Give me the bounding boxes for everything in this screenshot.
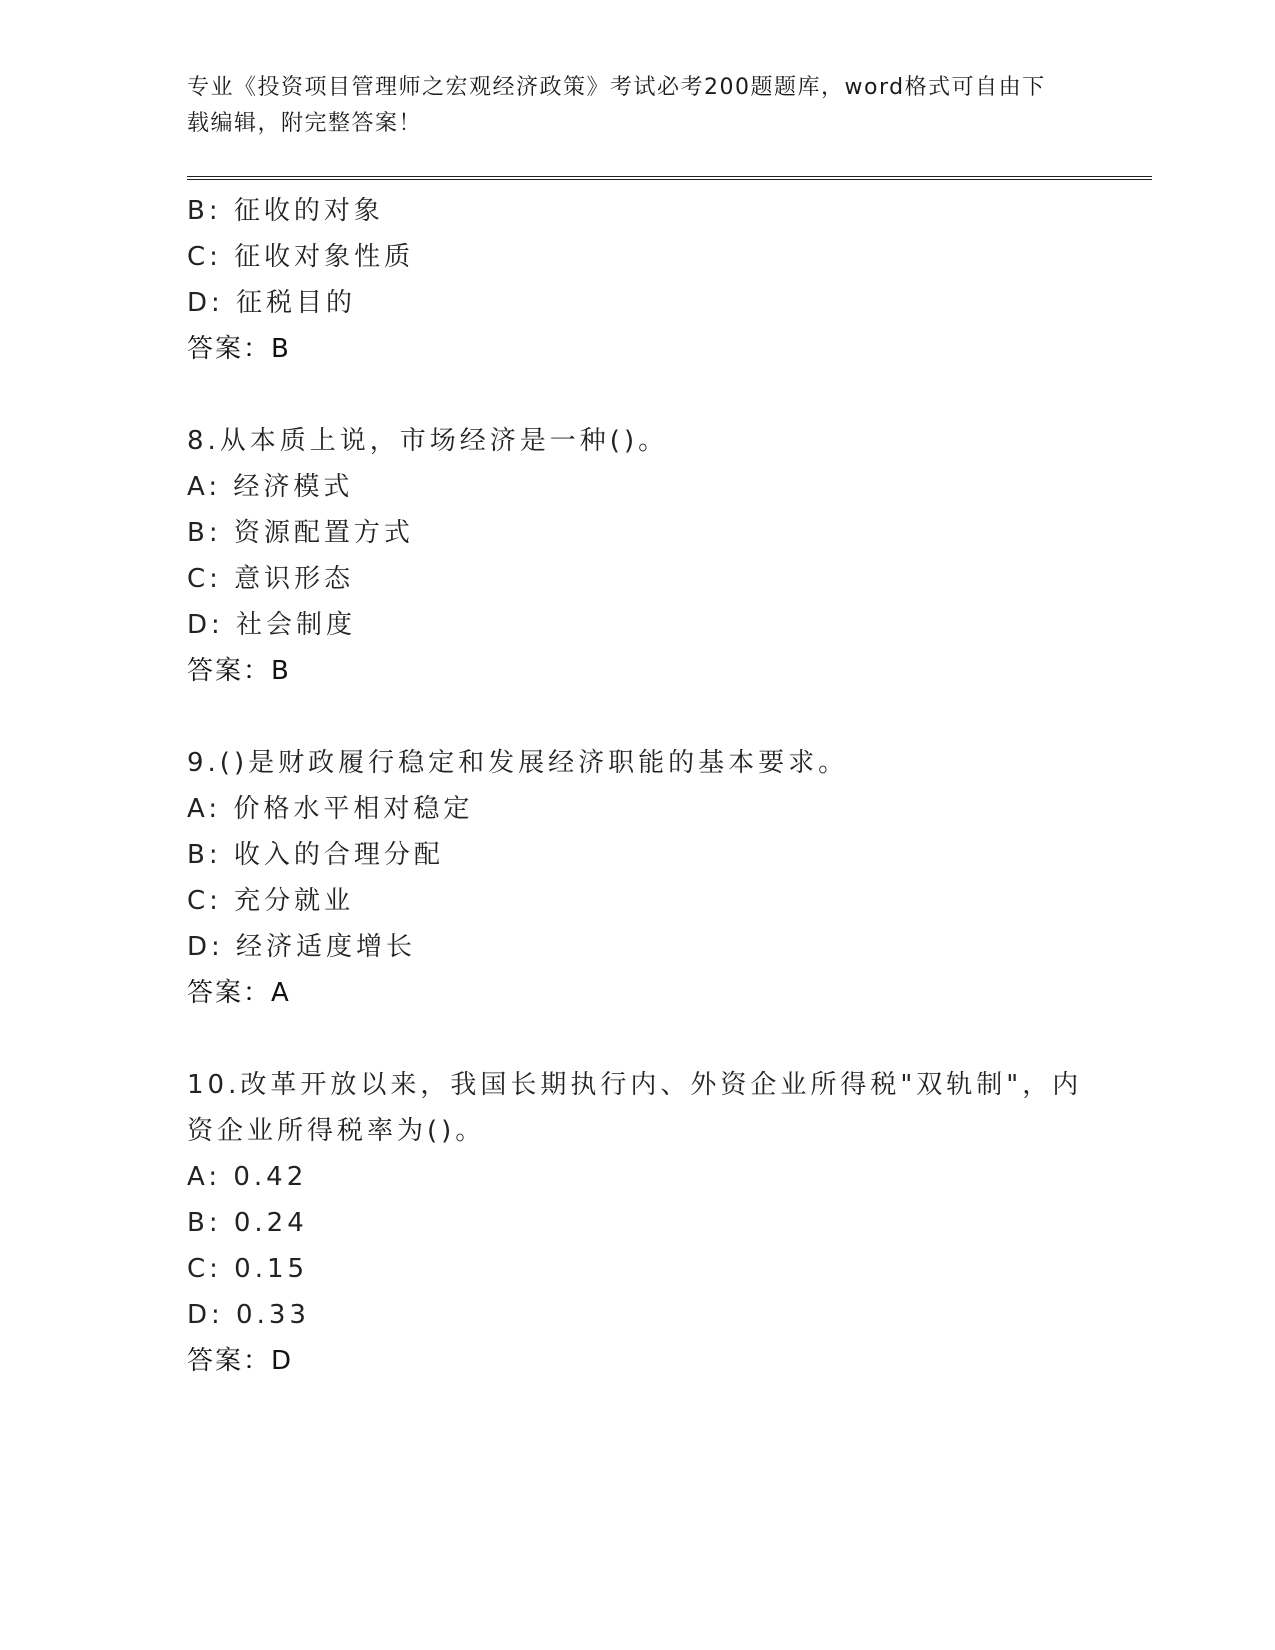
option-d: D: 0.33 — [187, 1300, 310, 1330]
option-c: C: 意识形态 — [187, 564, 355, 594]
spacer — [187, 694, 1087, 740]
option-d: D: 经济适度增长 — [187, 932, 417, 962]
question-stem: 10.改革开放以来，我国长期执行内、外资企业所得税"双轨制"，内资企业所得税率为()。 — [187, 1070, 1083, 1146]
question-10 — [187, 1062, 1087, 1384]
option-a: A: 经济模式 — [187, 472, 354, 502]
question-fragment — [187, 188, 1087, 372]
option-b: B: 收入的合理分配 — [187, 840, 444, 870]
question-9 — [187, 740, 1087, 1016]
option-c: C: 0.15 — [187, 1254, 309, 1284]
question-stem: 9.()是财政履行稳定和发展经济职能的基本要求。 — [187, 748, 849, 778]
answer-line: 答案：D — [187, 1346, 294, 1376]
answer-line: 答案：B — [187, 656, 291, 686]
question-list — [187, 188, 1087, 1384]
option-c: C: 充分就业 — [187, 886, 355, 916]
option-b: B: 资源配置方式 — [187, 518, 414, 548]
option-a: A: 0.42 — [187, 1162, 308, 1192]
question-8 — [187, 418, 1087, 694]
option-c: C: 征收对象性质 — [187, 242, 415, 272]
header-divider — [187, 176, 1152, 180]
spacer — [187, 372, 1087, 418]
answer-line: 答案：A — [187, 978, 291, 1008]
answer-line: 答案：B — [187, 334, 291, 364]
option-b: B: 征收的对象 — [187, 196, 384, 226]
option-d: D: 社会制度 — [187, 610, 357, 640]
option-b: B: 0.24 — [187, 1208, 308, 1238]
document-header — [187, 70, 1067, 142]
question-stem: 8.从本质上说，市场经济是一种()。 — [187, 426, 669, 456]
option-d: D: 征税目的 — [187, 288, 357, 318]
option-a: A: 价格水平相对稳定 — [187, 794, 474, 824]
document-title: 专业《投资项目管理师之宏观经济政策》考试必考200题题库，word格式可自由下载编辑，附完整答案！ — [187, 75, 1046, 136]
spacer — [187, 1016, 1087, 1062]
